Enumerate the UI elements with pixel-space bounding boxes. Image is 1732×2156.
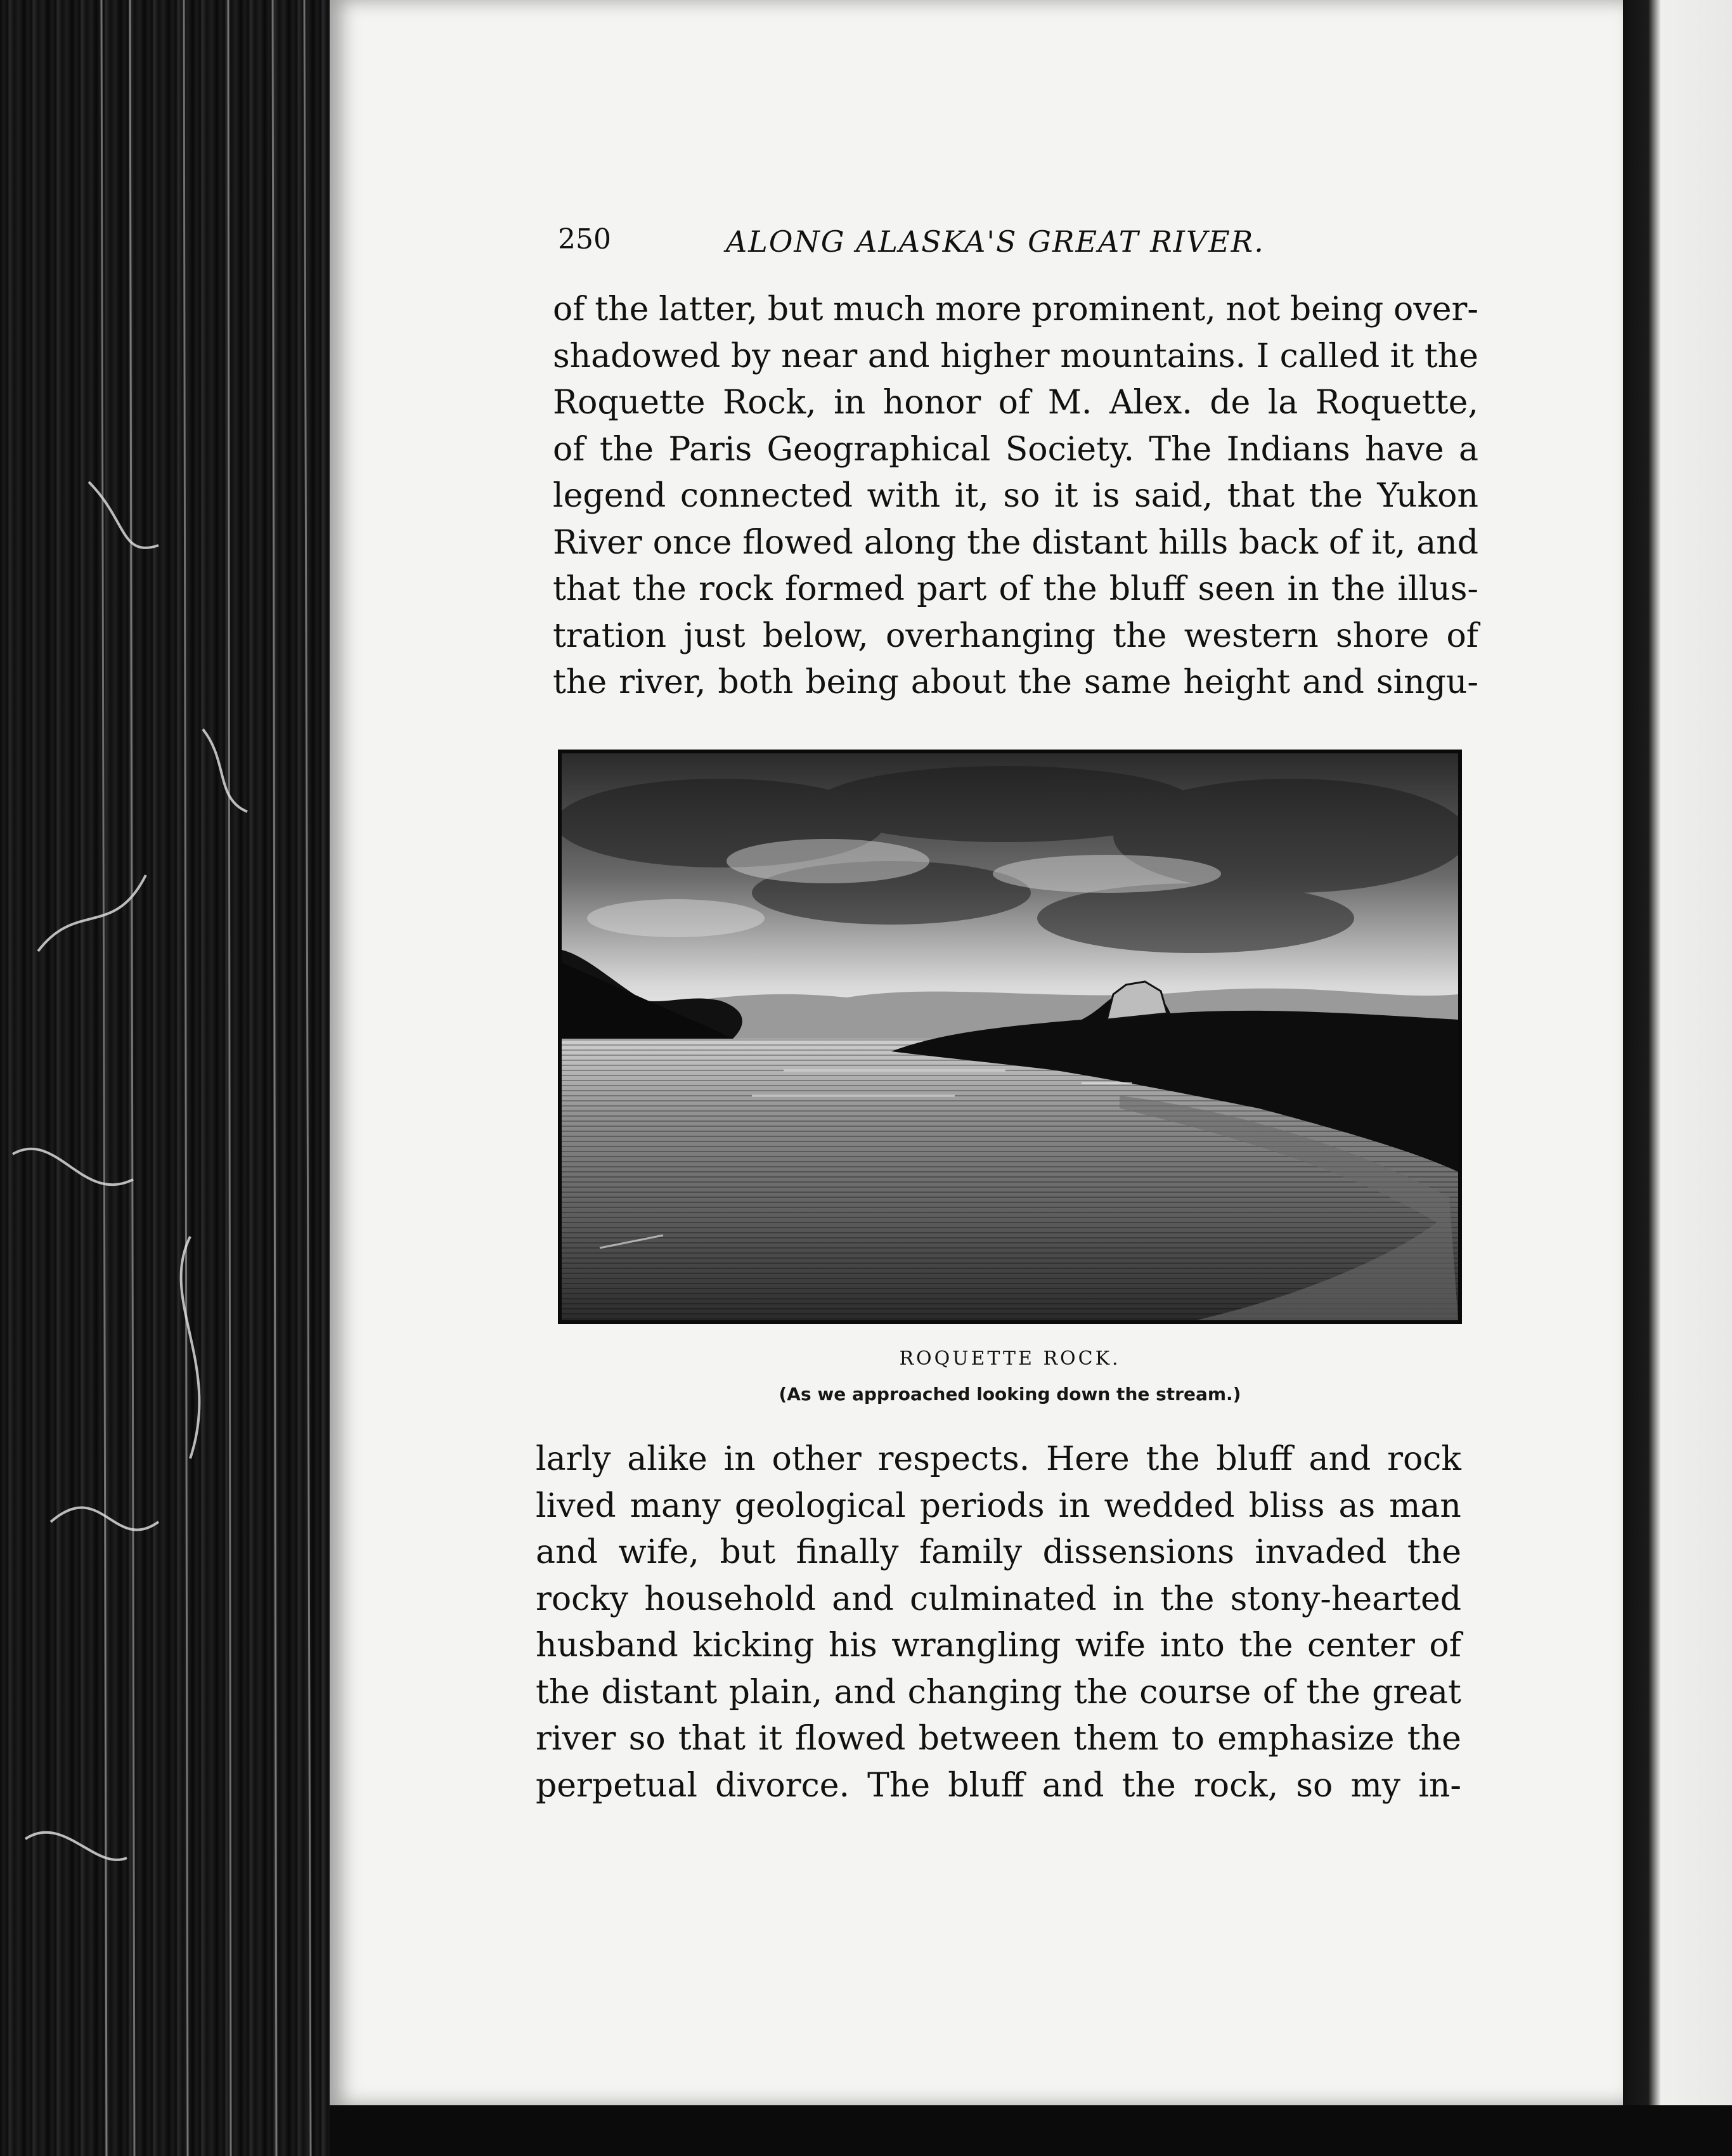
- text-line: rocky household and culminated in the stony-hearted: [536, 1580, 1461, 1618]
- engraving-river-landscape: [562, 753, 1458, 1320]
- body-text-top: [553, 287, 1478, 706]
- caption-subtitle: (As we approached looking down the stream.): [779, 1384, 1241, 1405]
- text-line: and wife, but finally family dissensions invaded the: [536, 1533, 1461, 1571]
- text-line: the distant plain, and changing the course of the great: [536, 1673, 1461, 1711]
- text-line: tration just below, overhanging the western shore of: [553, 616, 1478, 655]
- text-line: legend connected with it, so it is said, that the Yukon: [553, 477, 1478, 515]
- running-head: [558, 223, 1382, 268]
- text-line: lived many geological periods in wedded bliss as man: [536, 1486, 1461, 1525]
- illustration-caption: [558, 1348, 1462, 1405]
- roquette-rock-illustration: [558, 750, 1462, 1324]
- body-text-bottom: [536, 1436, 1461, 1809]
- text-line: river so that it flowed between them to emphasize the: [536, 1720, 1461, 1758]
- text-line: of the latter, but much more prominent, not being over-: [553, 290, 1478, 328]
- text-line: perpetual divorce. The bluff and the rock, so my in-: [536, 1766, 1461, 1805]
- page-number: 250: [558, 223, 611, 256]
- page-edge-streaks: [0, 0, 342, 2156]
- text-line: the river, both being about the same height and singu-: [553, 663, 1478, 701]
- text-line: husband kicking his wrangling wife into the center of: [536, 1627, 1461, 1665]
- bottom-shadow: [330, 2105, 1732, 2156]
- text-line: of the Paris Geographical Society. The Indians have a: [553, 430, 1478, 469]
- next-page-edge: [1623, 0, 1732, 2156]
- text-line: Roquette Rock, in honor of M. Alex. de la Roquette,: [553, 384, 1478, 422]
- running-title: ALONG ALASKA'S GREAT RIVER.: [726, 224, 1265, 259]
- caption-title: ROQUETTE ROCK.: [899, 1348, 1121, 1370]
- text-line: larly alike in other respects. Here the bluff and rock: [536, 1440, 1461, 1478]
- text-line: shadowed by near and higher mountains. I called it the: [553, 337, 1478, 375]
- text-line: that the rock formed part of the bluff seen in the illus-: [553, 570, 1478, 608]
- text-line: River once flowed along the distant hills back of it, and: [553, 523, 1478, 562]
